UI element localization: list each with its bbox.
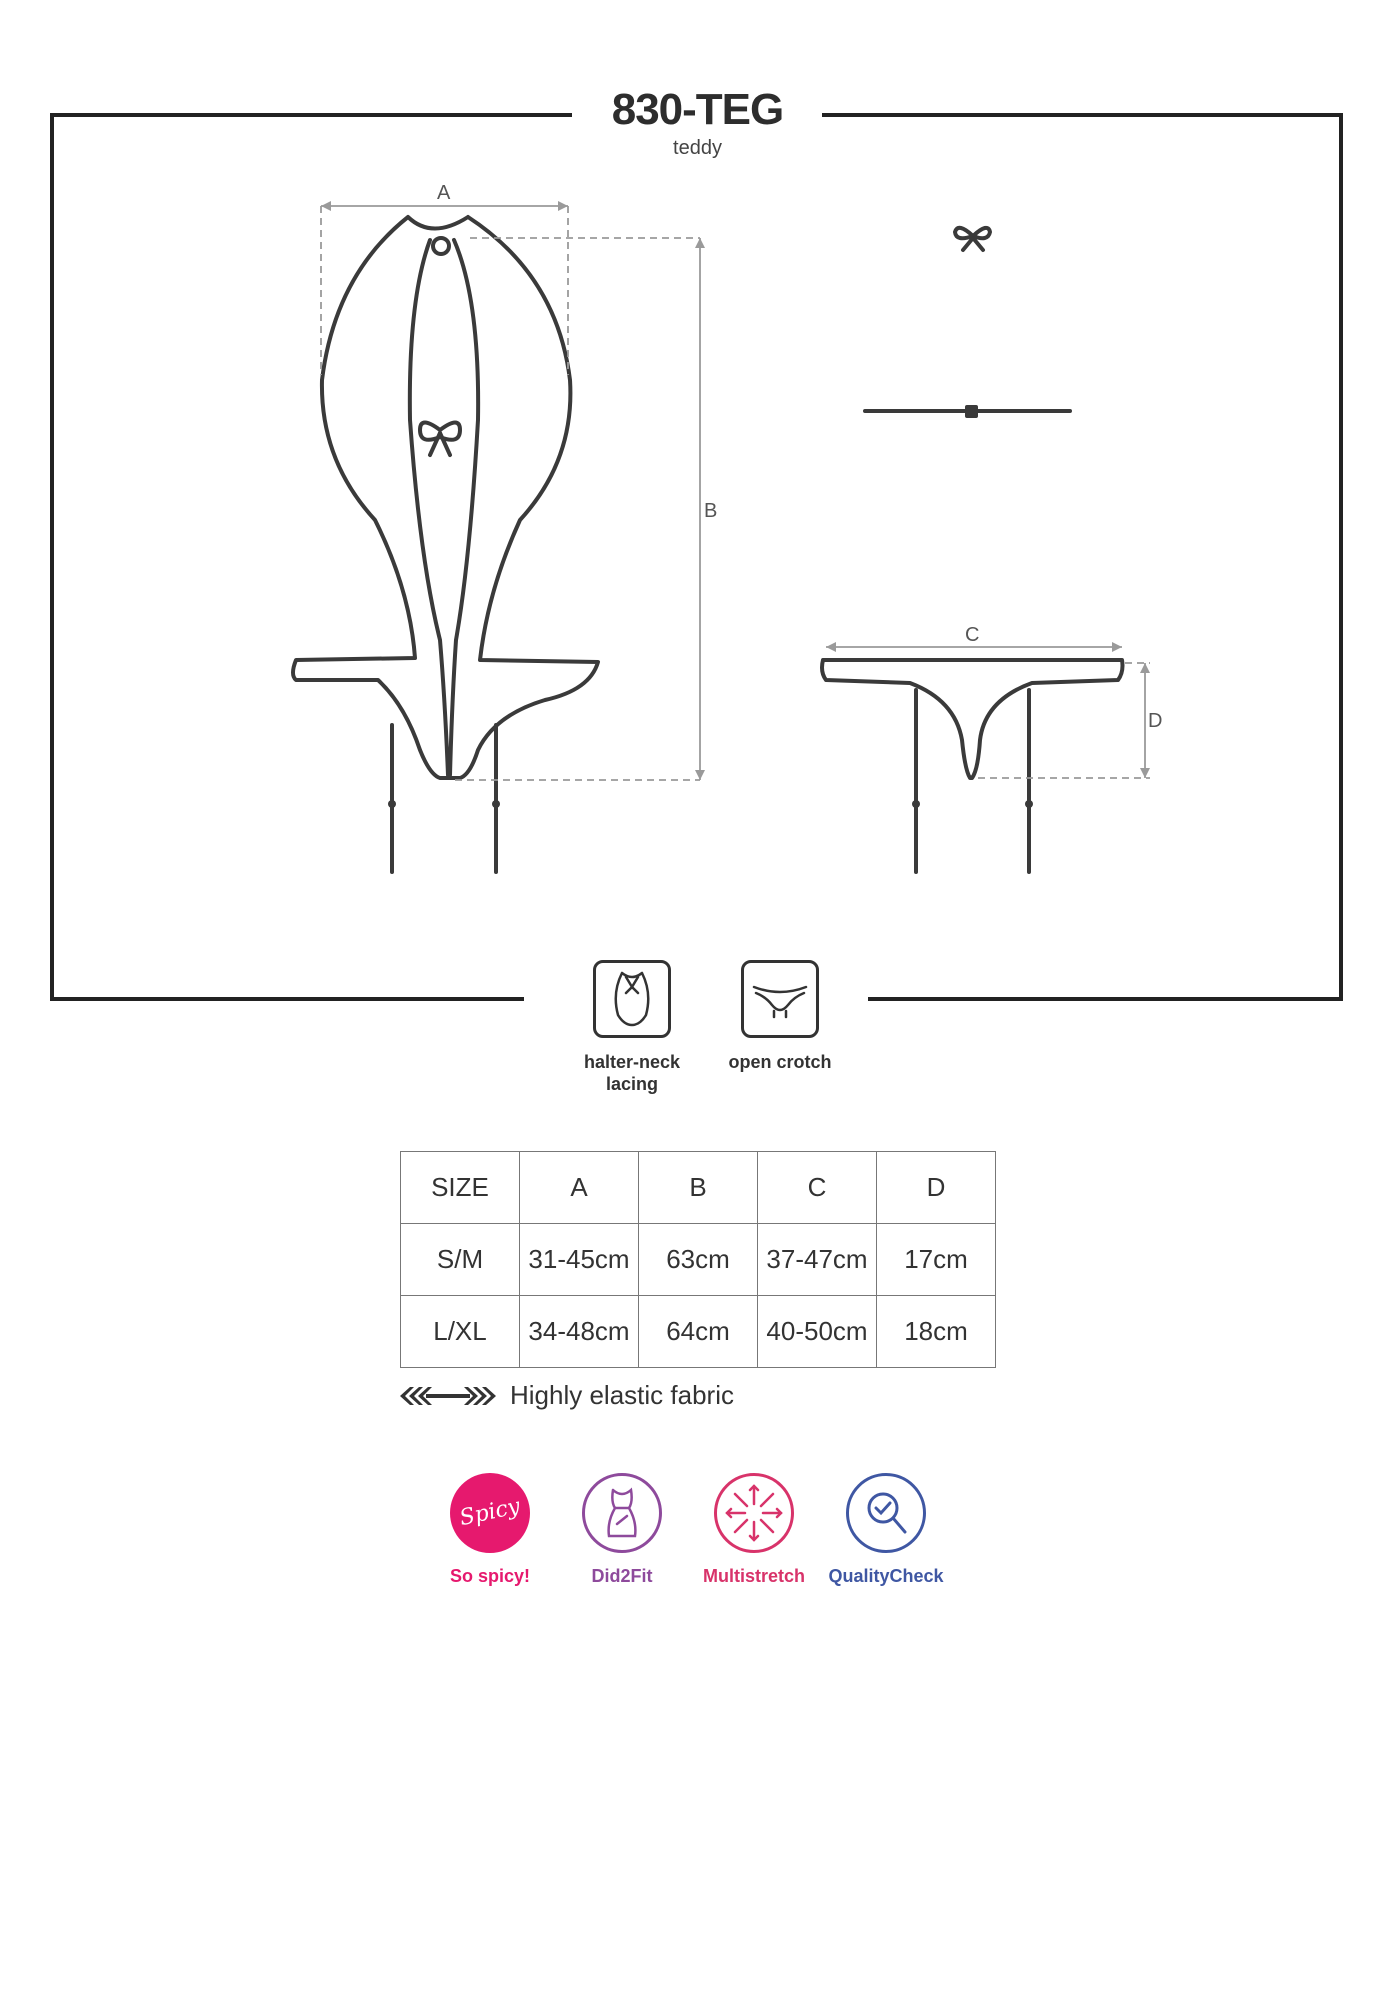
table-row <box>401 1224 996 1296</box>
table-cell: S/M <box>401 1224 520 1296</box>
table-header: D <box>877 1152 996 1224</box>
table-cell: 63cm <box>639 1224 758 1296</box>
dress-icon <box>582 1473 662 1553</box>
table-cell: 64cm <box>639 1296 758 1368</box>
elastic-label: Highly elastic fabric <box>510 1380 734 1410</box>
back-garters <box>916 690 1029 872</box>
elastic-note <box>400 1380 734 1411</box>
spicy-icon: Spicy <box>450 1473 530 1553</box>
dim-label-b: B <box>704 500 718 522</box>
halter-neck-icon <box>593 960 671 1038</box>
feature-label-halter-neck: halter-neck lacing <box>583 1052 681 1094</box>
teddy-back-outline <box>822 660 1123 778</box>
table-cell: L/XL <box>401 1296 520 1368</box>
teddy-front-keyhole <box>410 240 478 775</box>
table-row <box>401 1296 996 1368</box>
stretch-arrows-icon <box>400 1384 496 1408</box>
table-cell: 37-47cm <box>758 1224 877 1296</box>
table-cell: 17cm <box>877 1224 996 1296</box>
badge-label-multistretch: Multistretch <box>702 1566 805 1586</box>
table-header: B <box>639 1152 758 1224</box>
table-header: C <box>758 1152 877 1224</box>
multistretch-icon <box>714 1473 794 1553</box>
badge-label-qualitycheck: QualityCheck <box>828 1566 944 1586</box>
quality-check-icon <box>846 1473 926 1553</box>
table-header-row <box>401 1152 996 1224</box>
product-code: 830-TEG <box>611 85 784 134</box>
table-cell: 31-45cm <box>520 1224 639 1296</box>
table-cell: 34-48cm <box>520 1296 639 1368</box>
neck-ring <box>433 238 449 254</box>
tie-bow-icon <box>955 228 990 250</box>
dim-label-c: C <box>965 624 980 646</box>
size-table <box>400 1151 996 1368</box>
table-header: SIZE <box>401 1152 520 1224</box>
dim-label-d: D <box>1148 710 1163 732</box>
table-cell: 18cm <box>877 1296 996 1368</box>
feature-label-open-crotch: open crotch <box>728 1052 832 1072</box>
product-type: teddy <box>673 137 722 159</box>
table-header: A <box>520 1152 639 1224</box>
badge-label-spicy: So spicy! <box>449 1566 531 1586</box>
table-cell: 40-50cm <box>758 1296 877 1368</box>
dim-label-a: A <box>437 182 451 204</box>
badge-label-did2fit: Did2Fit <box>591 1566 653 1586</box>
front-bow-icon <box>420 423 460 456</box>
open-crotch-icon <box>741 960 819 1038</box>
